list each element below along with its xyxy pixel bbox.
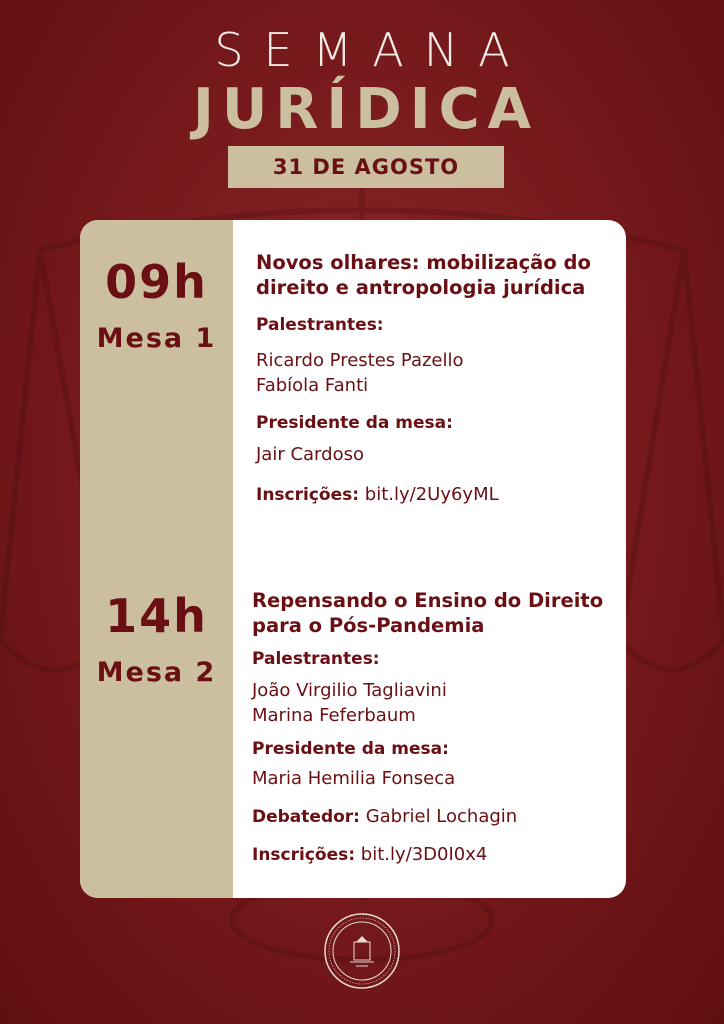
session-2-speaker-1: João Virgilio Tagliavini <box>252 680 447 701</box>
session-1-speakers-label: Palestrantes: <box>256 315 384 335</box>
session-1-hour: 09h <box>105 255 208 309</box>
session-2-mesa: Mesa 2 <box>96 657 217 688</box>
session-1-mesa: Mesa 1 <box>96 323 217 354</box>
session-1-time-block <box>80 256 233 356</box>
session-2-registration <box>252 843 612 867</box>
title-juridica: JURÍDICA <box>192 77 540 142</box>
session-2-debater-name: Gabriel Lochagin <box>365 806 518 827</box>
title-semana: SEMANA <box>214 23 530 77</box>
session-1-details <box>256 250 616 507</box>
session-1-speaker-1: Ricardo Prestes Pazello <box>256 350 464 371</box>
session-2-registration-label: Inscrições: <box>252 845 356 865</box>
session-2-debater-label: Debatedor: <box>252 807 360 827</box>
date-badge: 31 DE AGOSTO <box>228 146 504 188</box>
session-1-speaker-2: Fabíola Fanti <box>256 375 369 396</box>
session-2-registration-link[interactable]: bit.ly/3D0I0x4 <box>360 844 488 865</box>
session-1-registration <box>256 483 616 507</box>
session-2-speakers-label: Palestrantes: <box>252 649 380 669</box>
session-2-debater <box>252 805 612 829</box>
session-2-president-label: Presidente da mesa: <box>252 739 449 759</box>
session-1-registration-link[interactable]: bit.ly/2Uy6yML <box>364 484 499 505</box>
university-seal-icon <box>323 912 401 990</box>
session-1-president: Jair Cardoso <box>256 444 364 465</box>
session-2-details <box>252 588 612 867</box>
session-2-title: Repensando o Ensino do Direito para o Pós-Pandemia <box>252 589 604 637</box>
session-2-president: Maria Hemilia Fonseca <box>252 768 456 789</box>
session-1-registration-label: Inscrições: <box>256 485 360 505</box>
session-2-speaker-2: Marina Feferbaum <box>252 705 416 726</box>
session-2-hour: 14h <box>105 589 208 643</box>
session-2-time-block <box>80 590 233 690</box>
session-1-title: Novos olhares: mobilização do direito e antropologia jurídica <box>256 251 591 299</box>
session-1-president-label: Presidente da mesa: <box>256 413 453 433</box>
schedule-card <box>80 220 626 898</box>
